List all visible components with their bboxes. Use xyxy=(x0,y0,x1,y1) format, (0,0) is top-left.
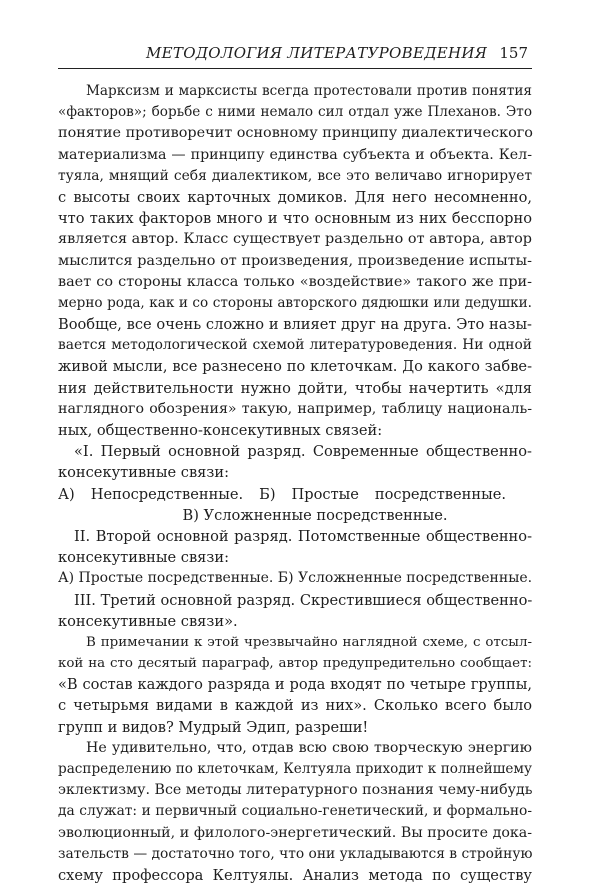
text-line: вает со стороны класса только «воздействие» такого же при- xyxy=(58,273,532,290)
text-line: мерно рода, как и со стороны авторского дядюшки или дедушки. xyxy=(58,294,532,311)
text-line: вается методологической схемой литературоведения. Ни одной xyxy=(58,337,532,354)
text-line: В примечании к этой чрезвычайно наглядной схеме, с отсыл- xyxy=(86,634,532,650)
text-line: III. Третий основной разряд. Скрестившиеся общественно- xyxy=(74,591,533,609)
text-line: Не удивительно, что, отдав всю свою творческую энергию xyxy=(86,739,532,756)
text-line: консекутивные связи». xyxy=(58,612,238,630)
text-line: наглядного обозрения» такую, например, таблицу националь- xyxy=(58,400,532,417)
text-line: материализма — принципу единства субъекта и объекта. Кел- xyxy=(58,146,532,163)
text-line: ных, общественно-консекутивных связей: xyxy=(58,422,383,439)
body-text xyxy=(58,81,532,886)
text-line: да служат: и первичный социально-генетический, и формально- xyxy=(58,803,532,820)
text-line: II. Второй основной разряд. Потомственные общественно- xyxy=(74,527,532,545)
text-line: с высоты своих карточных домиков. Для него несомненно, xyxy=(58,188,532,206)
text-line: групп и видов? Мудрый Эдип, разреши! xyxy=(58,718,369,736)
text-line: А) Непосредственные. Б) Простые посредственные. xyxy=(58,485,506,503)
text-line: Вообще, все очень сложно и влияет друг на друга. Это назы- xyxy=(58,316,532,334)
text-line: понятие противоречит основному принципу диалектического xyxy=(58,125,533,142)
page-header xyxy=(58,42,532,69)
page-number: 157 xyxy=(499,44,528,62)
text-line: туяла, мнящий себя диалектиком, все это величаво игнорирует xyxy=(58,167,532,184)
text-line: с четырьмя видами в каждой из них». Сколько всего было xyxy=(58,697,532,715)
text-line: «I. Первый основной разряд. Современные общественно- xyxy=(74,443,532,461)
text-line: В) Усложненные посредственные. xyxy=(182,506,448,524)
text-line: консекутивные связи: xyxy=(58,464,229,482)
text-line: «В состав каждого разряда и рода входят по четыре группы, xyxy=(58,676,532,694)
book-page xyxy=(58,42,532,886)
text-line: эклектизму. Все методы литературного познания чему-нибудь xyxy=(58,782,533,799)
running-head: МЕТОДОЛОГИЯ ЛИТЕРАТУРОВЕДЕНИЯ xyxy=(146,44,488,62)
text-line: ния действительности нужно дойти, чтобы начертить «для xyxy=(58,379,532,397)
text-line: живой мысли, все разнесено по клеточкам. До какого забве- xyxy=(58,358,532,376)
text-line: Марксизм и марксисты всегда протестовали против понятия xyxy=(86,83,532,99)
text-line: кой на сто десятый параграф, автор предупредительно сообщает: xyxy=(58,656,532,672)
text-line: «факторов»; борьбе с ними немало сил отдал уже Плеханов. Это xyxy=(58,104,532,121)
text-line: распределению по клеточкам, Келтуяла приходит к полнейшему xyxy=(58,761,532,777)
text-line: является автор. Класс существует раздельно от автора, автор xyxy=(58,231,532,248)
text-line: эволюционный, и филолого-энергетический. Вы просите дока- xyxy=(58,824,532,841)
text-line: А) Простые посредственные. Б) Усложненные посредственные. xyxy=(58,570,533,587)
text-line: что таких факторов много и что основным из них бесспорно xyxy=(58,210,532,228)
text-line: мыслится раздельно от произведения, произведение испыты- xyxy=(58,252,532,269)
text-line: зательств — достаточно того, что они укладываются в стройную xyxy=(58,845,533,862)
text-line: консекутивные связи: xyxy=(58,549,229,567)
text-line: схему профессора Келтуялы. Анализ метода по существу xyxy=(58,866,532,884)
